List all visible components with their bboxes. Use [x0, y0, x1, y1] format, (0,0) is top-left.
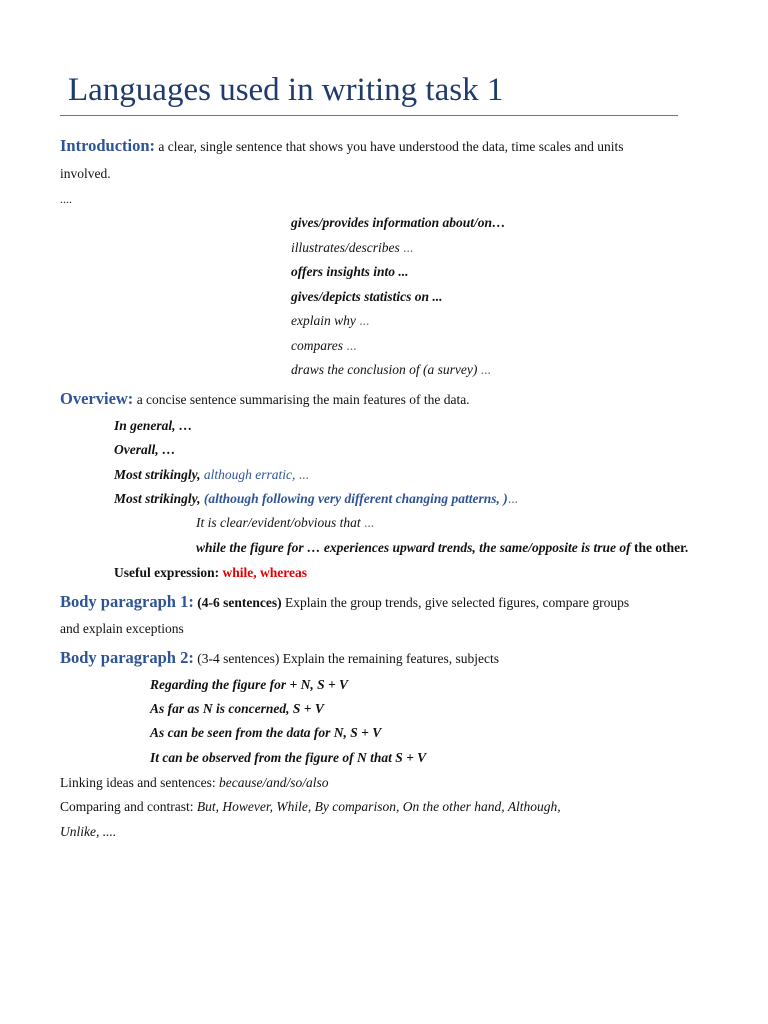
linking-line: Linking ideas and sentences: because/and/so/also	[60, 775, 329, 790]
overview-text: a concise sentence summarising the main features of the data.	[136, 392, 470, 407]
intro-phrase: compares ...	[291, 338, 357, 353]
title-underline	[60, 115, 678, 116]
body2-phrase: Regarding the figure for + N, S + V	[150, 677, 349, 692]
intro-phrase: gives/provides information about/on…	[291, 215, 506, 230]
overview-phrase: Most strikingly, although erratic, ...	[114, 467, 309, 482]
body2-phrase: As far as N is concerned, S + V	[150, 701, 324, 716]
introduction-dots: ....	[60, 192, 72, 206]
introduction-text: a clear, single sentence that shows you have understood the data, time scales and units	[158, 139, 624, 154]
body-paragraph-1-heading: Body paragraph 1:	[60, 592, 194, 611]
intro-phrase: offers insights into ...	[291, 264, 409, 279]
body2-phrase: As can be seen from the data for N, S + V	[150, 725, 382, 740]
intro-phrase: draws the conclusion of (a survey) ...	[291, 362, 491, 377]
overview-phrase: It is clear/evident/obvious that ...	[196, 515, 375, 530]
overview-phrase: In general, …	[114, 418, 193, 433]
useful-expression: Useful expression: while, whereas	[114, 565, 308, 580]
overview-phrase: Overall, …	[114, 442, 176, 457]
comparing-line-continued: Unlike, ....	[60, 824, 117, 839]
intro-phrase: explain why ...	[291, 313, 370, 328]
body-paragraph-1-text-continued: and explain exceptions	[60, 621, 184, 636]
body-paragraph-1-line: Body paragraph 1: (4-6 sentences) Explain the group trends, give selected figures, compare groups	[60, 592, 630, 611]
body-paragraph-2-heading: Body paragraph 2:	[60, 648, 194, 667]
body2-phrase: It can be observed from the figure of N that S + V	[150, 750, 427, 765]
comparing-line: Comparing and contrast: But, However, While, By comparison, On the other hand, Although,	[60, 799, 561, 814]
intro-phrase: gives/depicts statistics on ...	[291, 289, 443, 304]
overview-line	[60, 389, 470, 409]
overview-phrase: while the figure for … experiences upward trends, the same/opposite is true of the other.	[196, 540, 689, 555]
overview-phrase: Most strikingly, (although following very different changing patterns, )...	[114, 491, 518, 506]
intro-phrase: illustrates/describes ...	[291, 240, 414, 255]
introduction-line	[60, 136, 624, 156]
overview-heading: Overview:	[60, 389, 134, 408]
page-title: Languages used in writing task 1	[68, 72, 504, 108]
introduction-heading: Introduction:	[60, 136, 156, 155]
introduction-text-continued: involved.	[60, 166, 111, 181]
body-paragraph-2-line: Body paragraph 2: (3-4 sentences) Explain the remaining features, subjects	[60, 648, 500, 667]
